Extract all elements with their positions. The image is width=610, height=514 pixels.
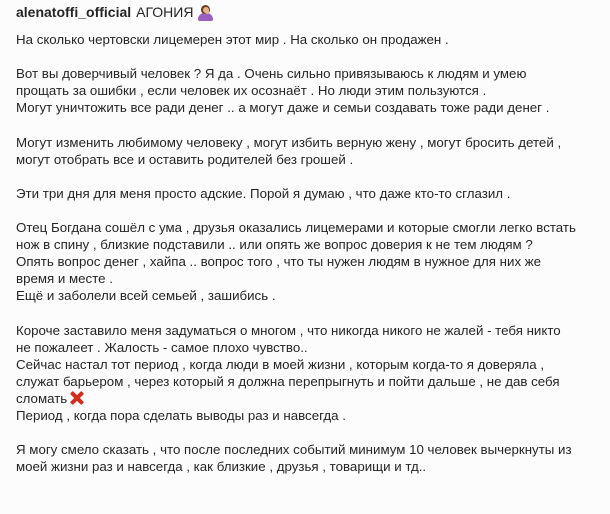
blank-line (16, 424, 610, 441)
text-line (16, 407, 610, 424)
text-line-content: могут отобрать все и оставить родителей без грошей . (16, 151, 354, 167)
text-line (16, 185, 610, 202)
text-line-content: Могут уничтожить все ради денег .. а могут даже и семьи создавать тоже ради денег . (16, 100, 550, 116)
text-line (16, 356, 610, 373)
text-line (16, 99, 610, 116)
woman-facepalming-icon (197, 5, 214, 21)
text-line (16, 441, 610, 458)
red-cross-mark-icon (70, 391, 84, 405)
text-line-content: Эти три дня для меня просто адские. Порой я думаю , что даже кто-то сглазил . (16, 185, 511, 201)
text-line (16, 65, 610, 82)
text-line (16, 270, 610, 287)
post-text (16, 31, 610, 475)
blank-line (16, 48, 610, 65)
text-line (16, 322, 610, 339)
text-line (16, 236, 610, 253)
text-line (16, 287, 610, 304)
text-line (16, 339, 610, 356)
post-header (16, 4, 214, 21)
text-line-content: время и месте . (16, 271, 113, 287)
blank-line (16, 305, 610, 322)
blank-line (16, 202, 610, 219)
text-line-content: моей жизни раз и навсегда , как близкие , друзья , товарищи и тд.. (16, 459, 427, 475)
text-line-content: Короче заставило меня задуматься о многом , что никогда никого не жалей - тебя никто (16, 322, 561, 338)
text-line-content: сломать (16, 390, 68, 406)
text-line (16, 458, 610, 475)
text-line (16, 151, 610, 168)
post-title: АГОНИЯ (136, 4, 194, 20)
text-line-content: нож в спину , близкие подставили .. или опять же вопрос доверия к не тем людям ? (16, 237, 533, 253)
text-line-content: Могут изменить любимому человеку , могут избить верную жену , могут бросить детей , (16, 134, 562, 150)
text-line-content: Период , когда пора сделать выводы раз и навсегда . (16, 408, 346, 424)
blank-line (16, 168, 610, 185)
text-line-content: Опять вопрос денег , хайпа .. вопрос того , что ты нужен людям в нужное для них же (16, 254, 542, 270)
username[interactable]: alenatoffi_official (16, 4, 132, 20)
text-line-content: не пожалеет . Жалость - самое плохо чувство.. (16, 339, 308, 355)
text-line (16, 31, 610, 48)
text-line-content: Отец Богдана сошёл с ума , друзья оказались лицемерами и которые смогли легко встать (16, 220, 576, 236)
text-line (16, 253, 610, 270)
text-line-content: Ещё и заболели всей семьей , зашибись . (16, 288, 276, 304)
text-line-content: Вот вы доверчивый человек ? Я да . Очень сильно привязываюсь к людям и умею (16, 66, 527, 82)
text-line (16, 390, 610, 407)
text-line (16, 82, 610, 99)
text-line-content: Сейчас настал тот период , когда люди в моей жизни , которым когда-то я доверяла , (16, 356, 545, 372)
text-line-content: прощать за ошибки , если человек их осознаёт . Но люди этим пользуются . (16, 83, 487, 99)
text-line (16, 373, 610, 390)
text-line (16, 134, 610, 151)
text-line (16, 219, 610, 236)
blank-line (16, 116, 610, 133)
text-line-content: служат барьером , через который я должна перепрыгнуть и пойти дальше , не дав себя (16, 373, 560, 389)
text-line-content: На сколько чертовски лицемерен этот мир . На сколько он продажен . (16, 32, 449, 47)
text-line-content: Я могу смело сказать , что после последних событий минимум 10 человек вычеркнуты из (16, 442, 572, 458)
